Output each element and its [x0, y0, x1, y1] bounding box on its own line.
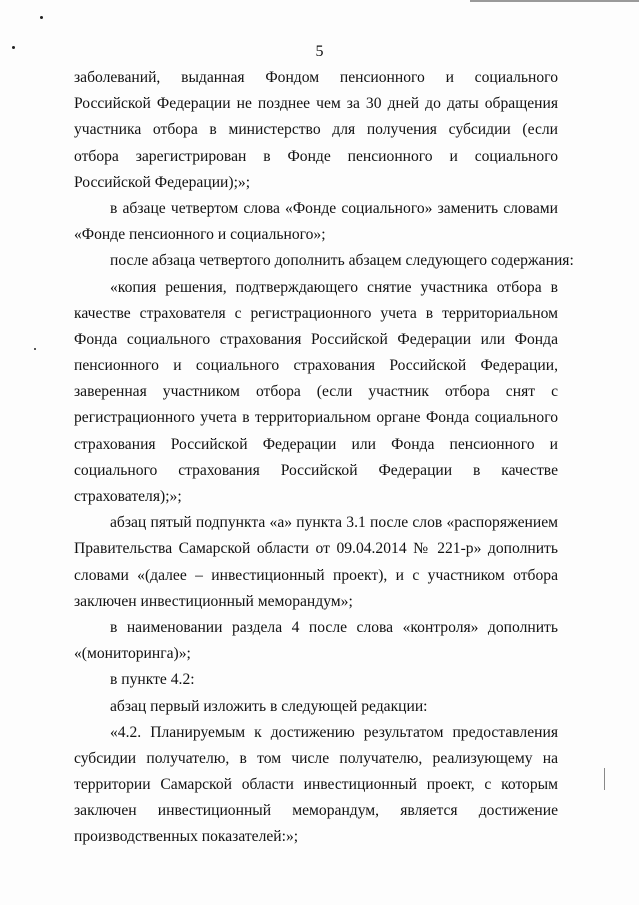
scan-edge-line [470, 0, 639, 2]
text-line: «Фонде пенсионного и социального»; [74, 226, 326, 244]
text-line: Российской Федерации не позднее чем за 30 дней до даты обращения [74, 95, 558, 113]
text-line: «(мониторинга)»; [74, 645, 191, 663]
text-line: Правительства Самарской области от 09.04.2014 № 221-р» дополнить [74, 540, 558, 558]
text-line: заболеваний, выданная Фондом пенсионного и социального [74, 69, 558, 86]
text-line: территории Самарской области инвестиционный проект, с которым [74, 776, 558, 794]
text-line: пенсионного и социального страхования Российской Федерации, [74, 357, 558, 375]
margin-mark [604, 768, 605, 790]
page-number: 5 [315, 43, 324, 60]
text-line: абзац пятый подпункта «а» пункта 3.1 после слов «распоряжением [110, 514, 558, 532]
text-line: регистрационного учета в территориальном органе Фонда социального [74, 409, 558, 427]
text-line: абзац первый изложить в следующей редакции: [110, 697, 428, 715]
text-line: субсидии получателю, в том числе получателю, реализующему на [74, 749, 558, 767]
scan-speck [40, 16, 43, 19]
text-line: в абзаце четвертом слова «Фонде социального» заменить словами [110, 199, 558, 217]
text-line: «копия решения, подтверждающего снятие участника отбора в [110, 278, 558, 296]
text-line: Фонда социального страхования Российской Федерации или Фонда [74, 330, 558, 348]
text-line: заверенная участником отбора (если участник отбора снят с [74, 383, 558, 401]
text-line: словами «(далее – инвестиционный проект), и с участником отбора [74, 566, 558, 584]
text-line: в пункте 4.2: [110, 671, 195, 689]
text-line: отбора зарегистрирован в Фонде пенсионного и социального [74, 147, 558, 165]
text-line: в наименовании раздела 4 после слова «контроля» дополнить [110, 618, 558, 636]
text-line: производственных показателей:»; [74, 828, 299, 846]
text-line: заключен инвестиционный меморандум, является достижение [74, 802, 558, 820]
text-line: страхователя);»; [74, 488, 182, 505]
text-line: после абзаца четвертого дополнить абзацем следующего содержания: [110, 252, 574, 270]
text-line: страхования Российской Федерации или Фонда пенсионного и [74, 435, 558, 453]
scan-speck [34, 348, 36, 350]
text-line: Российской Федерации);»; [74, 173, 251, 191]
text-line: социального страхования Российской Федерации в качестве [74, 461, 558, 479]
text-line: участника отбора в министерство для получения субсидии (если [74, 121, 558, 139]
document-body [74, 65, 574, 851]
text-line: качестве страхователя с регистрационного учета в территориальном [74, 304, 558, 322]
text-line: «4.2. Планируемым к достижению результатом предоставления [110, 723, 558, 741]
text-line: заключен инвестиционный меморандум»; [74, 592, 353, 610]
